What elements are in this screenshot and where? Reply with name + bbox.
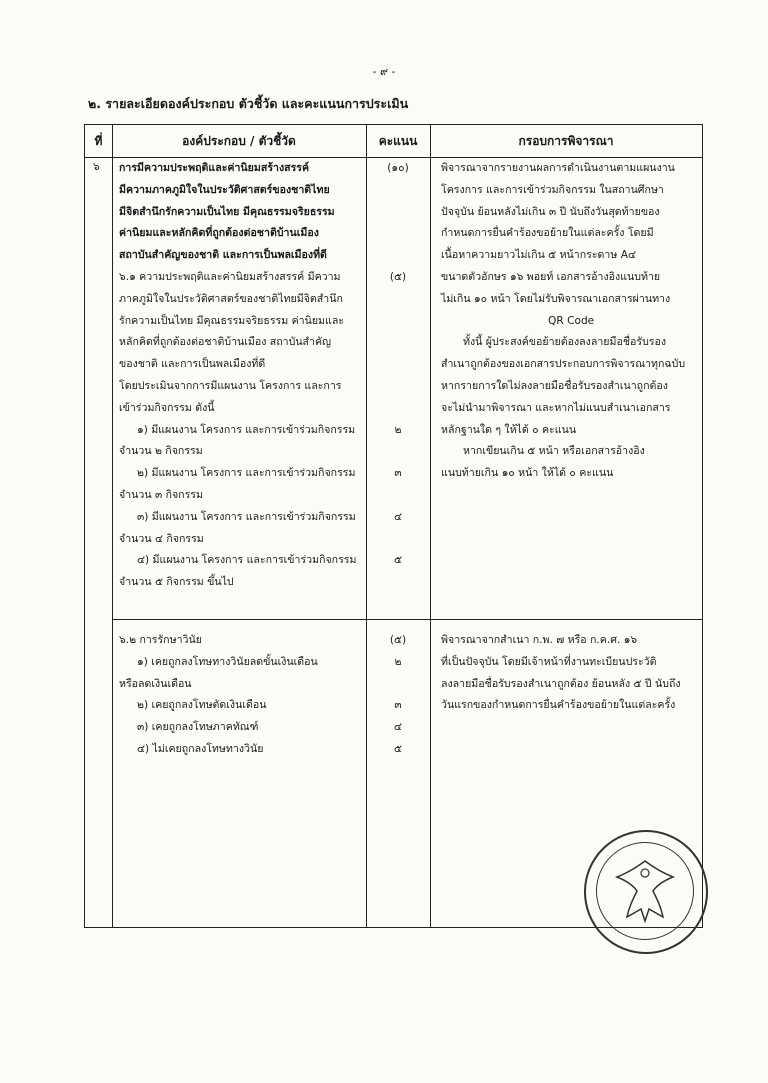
component-title-line: มีความภาคภูมิใจในประวัติศาสตร์ของชาติไทย <box>119 183 330 196</box>
discipline-score: ๔ <box>393 721 403 734</box>
component-title-line: มีจิตสำนึกรักความเป็นไทย มีคุณธรรมจริยธรรม <box>119 205 335 218</box>
header-criteria: กรอบการพิจารณา <box>518 134 614 148</box>
indicator-6-2-score: (๕) <box>389 634 407 646</box>
discipline-item: ๔) ไม่เคยถูกลงโทษทางวินัย <box>137 743 264 755</box>
criteria-line: QR Code <box>548 314 595 327</box>
garuda-icon <box>597 843 693 939</box>
scoring-item-line: จำนวน ๕ กิจกรรม ขึ้นไป <box>119 576 234 589</box>
scoring-item-score: ๕ <box>393 554 403 567</box>
discipline-item: หรือลดเงินเดือน <box>119 677 192 690</box>
discipline-score: ๕ <box>393 743 403 755</box>
indicator-6-1-line: ๖.๑ ความประพฤติและค่านิยมสร้างสรรค์ มีความ <box>119 271 341 283</box>
scoring-item-score: ๒ <box>394 423 402 436</box>
scoring-item-score: ๓ <box>394 467 402 480</box>
discipline-item: ๓) เคยถูกลงโทษภาคทัณฑ์ <box>137 721 259 734</box>
criteria-line: พิจารณาจากสำเนา ก.พ. ๗ หรือ ก.ค.ศ. ๑๖ <box>441 634 638 646</box>
discipline-score: ๒ <box>394 655 402 668</box>
discipline-score: ๓ <box>394 699 402 712</box>
criteria-line: โครงการ และการเข้าร่วมกิจกรรม ในสถานศึกษา <box>441 183 664 196</box>
discipline-item: ๑) เคยถูกลงโทษทางวินัยลดขั้นเงินเดือน <box>137 655 318 668</box>
scoring-item-line: จำนวน ๓ กิจกรรม <box>119 489 203 501</box>
garuda-emblem <box>596 842 694 940</box>
criteria-line: หลักฐานใด ๆ ให้ได้ ๐ คะแนน <box>441 423 577 436</box>
criteria-line: ขนาดตัวอักษร ๑๖ พอยท์ เอกสารอ้างอิงแนบท้าย <box>441 271 661 283</box>
criteria-line: ลงลายมือชื่อรับรองสำเนาถูกต้อง ย้อนหลัง ๕ ปี นับถึง <box>441 677 681 690</box>
main-score: (๑๐) <box>387 162 409 174</box>
office-seal <box>584 830 708 954</box>
indicator-6-1-line: ของชาติ และการเป็นพลเมืองที่ดี <box>119 358 266 371</box>
criteria-line: ไม่เกิน ๑๐ หน้า โดยไม่รับพิจารณาเอกสารผ่านทาง <box>441 292 671 305</box>
criteria-line: พิจารณาจากรายงานผลการดำเนินงานตามแผนงาน <box>441 162 675 174</box>
criteria-line: ทั้งนี้ ผู้ประสงค์ขอย้ายต้องลงลายมือชื่อรับรอง <box>463 336 667 349</box>
criteria-table <box>84 124 703 928</box>
discipline-item: ๒) เคยถูกลงโทษตัดเงินเดือน <box>137 699 267 712</box>
criteria-line: ปัจจุบัน ย้อนหลังไม่เกิน ๓ ปี นับถึงวันสุดท้ายของ <box>441 205 660 218</box>
scoring-item-line: ๓) มีแผนงาน โครงการ และการเข้าร่วมกิจกรรม <box>137 510 356 523</box>
scoring-item-line: จำนวน ๔ กิจกรรม <box>119 532 204 545</box>
indicator-6-1-line: เข้าร่วมกิจกรรม ดังนี้ <box>119 401 215 414</box>
section-title: ๒. รายละเอียดองค์ประกอบ ตัวชี้วัด และคะแนนการประเมิน <box>88 96 409 111</box>
criteria-line: แนบท้ายเกิน ๑๐ หน้า ให้ได้ ๐ คะแนน <box>441 467 614 480</box>
header-score: คะแนน <box>378 134 418 148</box>
header-component: องค์ประกอบ / ตัวชี้วัด <box>182 134 296 148</box>
indicator-6-1-line: หลักคิดที่ถูกต้องต่อชาติบ้านเมือง สถาบันสำคัญ <box>119 336 332 349</box>
criteria-line: กำหนดการยื่นคำร้องขอย้ายในแต่ละครั้ง โดยมี <box>441 227 654 240</box>
scoring-item-line: ๑) มีแผนงาน โครงการ และการเข้าร่วมกิจกรรม <box>137 423 356 436</box>
criteria-line: หากรายการใดไม่ลงลายมือชื่อรับรองสำเนาถูกต้อง <box>441 380 668 392</box>
column-divider <box>112 125 113 927</box>
row-number: ๖ <box>93 161 100 173</box>
criteria-line: หากเขียนเกิน ๕ หน้า หรือเอกสารอ้างอิง <box>463 445 645 458</box>
column-divider <box>430 125 431 927</box>
component-title-line: สถาบันสำคัญของชาติ และการเป็นพลเมืองที่ดี <box>119 249 327 262</box>
component-title-line: ค่านิยมและหลักคิดที่ถูกต้องต่อชาติบ้านเมือง <box>119 227 319 240</box>
scoring-item-line: ๒) มีแผนงาน โครงการ และการเข้าร่วมกิจกรรม <box>137 467 356 480</box>
row-divider <box>112 619 702 620</box>
indicator-6-2-title: ๖.๒ การรักษาวินัย <box>119 634 202 646</box>
indicator-6-1-line: ภาคภูมิใจในประวัติศาสตร์ของชาติไทยมีจิตสำนึก <box>119 292 343 305</box>
scoring-item-score: ๔ <box>393 510 403 523</box>
page-number: - ๙ - <box>372 65 396 78</box>
criteria-line: จะไม่นำมาพิจารณา และหากไม่แนบสำเนาเอกสาร <box>441 401 671 414</box>
criteria-line: ที่เป็นปัจจุบัน โดยมีเจ้าหน้าที่งานทะเบียนประวัติ <box>441 655 657 668</box>
criteria-line: วันแรกของกำหนดการยื่นคำร้องขอย้ายในแต่ละครั้ง <box>441 699 676 712</box>
indicator-6-1-score: (๕) <box>389 271 407 283</box>
component-title-line: การมีความประพฤติและค่านิยมสร้างสรรค์ <box>119 162 310 174</box>
scoring-item-line: จำนวน ๒ กิจกรรม <box>119 445 203 458</box>
indicator-6-1-line: โดยประเมินจากการมีแผนงาน โครงการ และการ <box>119 380 342 392</box>
indicator-6-1-line: รักความเป็นไทย มีคุณธรรมจริยธรรม ค่านิยมและ <box>119 314 345 327</box>
criteria-line: เนื้อหาความยาวไม่เกิน ๕ หน้ากระดาษ A๔ <box>441 249 636 262</box>
scoring-item-line: ๔) มีแผนงาน โครงการ และการเข้าร่วมกิจกรรม <box>137 554 357 567</box>
header-no: ที่ <box>94 134 103 148</box>
criteria-line: สำเนาถูกต้องของเอกสารประกอบการพิจารณาทุกฉบับ <box>441 358 686 371</box>
